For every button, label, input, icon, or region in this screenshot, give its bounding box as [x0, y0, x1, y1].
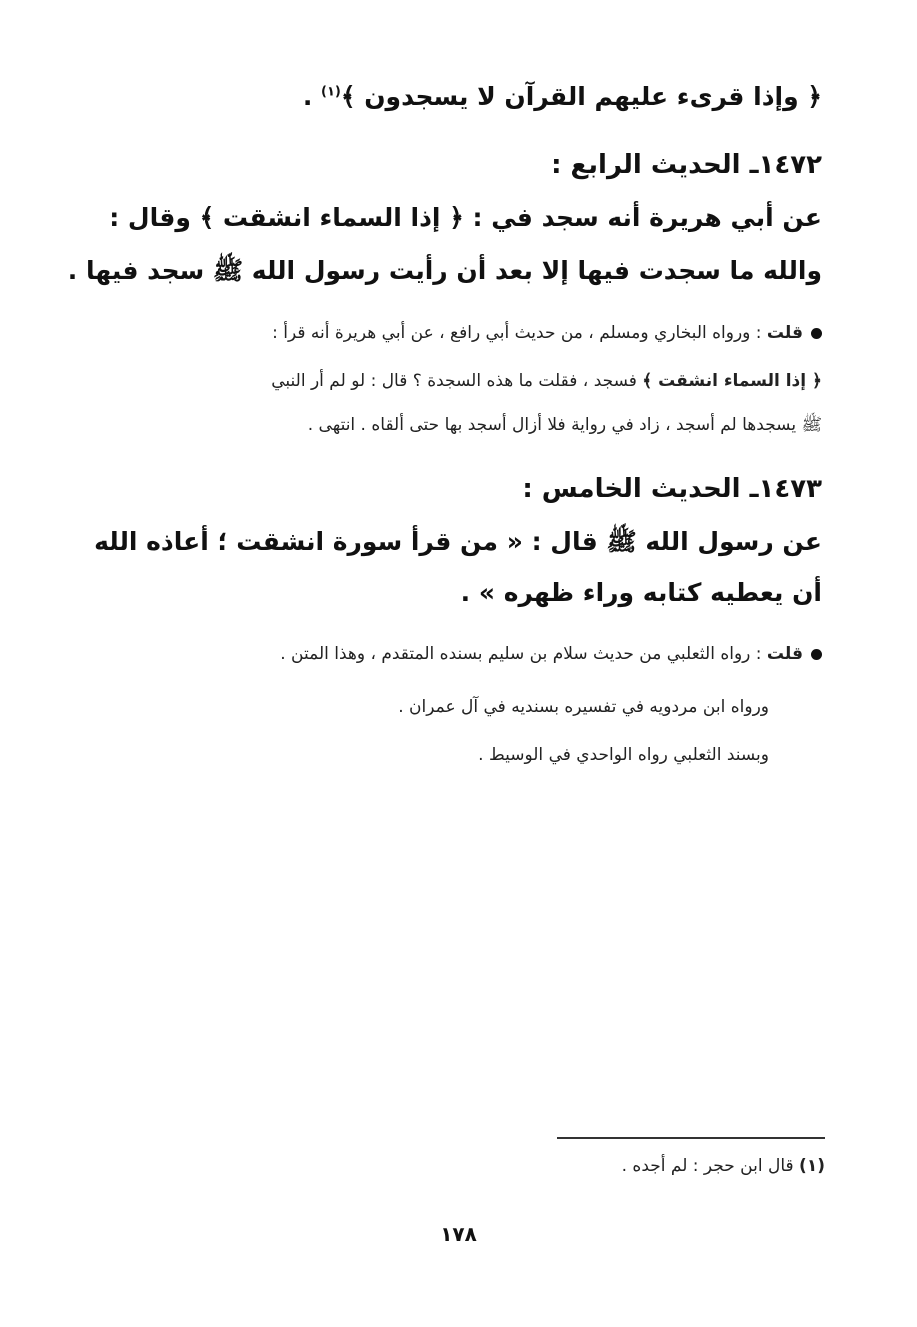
quote-end: . [302, 82, 322, 111]
note-label: قلت [766, 644, 803, 664]
note-1472-line2-text: فسجد ، فقلت ما هذه السجدة ؟ قال : لو لم أر النبي [271, 371, 637, 391]
hadith-1472-heading: ١٤٧٢ـ الحديث الرابع : [551, 150, 822, 180]
footnote [622, 1156, 825, 1176]
note-1472-line2-quote: ﴿ إذا السماء انشقت ﴾ [642, 371, 822, 391]
bullet-icon [811, 649, 822, 660]
hadith-1473-text-line1: عن رسول الله ﷺ قال : « من قرأ سورة انشقت ؛ أعاذه الله [94, 527, 822, 556]
note-1472-line1-text: : ورواه البخاري ومسلم ، من حديث أبي رافع ، عن أبي هريرة أنه قرأ : [272, 323, 762, 343]
note-1472-line1 [272, 323, 822, 343]
hadith-1472-text-line2: والله ما سجدت فيها إلا بعد أن رأيت رسول الله ﷺ سجد فيها . [67, 256, 822, 285]
hadith-1472-text-line1: عن أبي هريرة أنه سجد في : ﴿ إذا السماء انشقت ﴾ وقال : [109, 203, 822, 232]
footnote-reference: (١) [321, 84, 341, 100]
quran-quote-line [303, 82, 822, 111]
quran-quote-text: ﴿ وإذا قرىء عليهم القرآن لا يسجدون ﴾ [340, 82, 822, 111]
footnote-text: قال ابن حجر : لم أجده . [621, 1156, 794, 1176]
footnote-number: (١) [799, 1156, 825, 1176]
page-number: ١٧٨ [440, 1222, 477, 1246]
bullet-icon [811, 328, 822, 339]
hadith-1473-heading: ١٤٧٣ـ الحديث الخامس : [522, 474, 822, 504]
footnote-divider [557, 1137, 825, 1139]
note-1473-line1 [280, 644, 822, 664]
note-1473-line1-text: : رواه الثعلبي من حديث سلام بن سليم بسنده المتقدم ، وهذا المتن . [280, 644, 762, 664]
note-1472-line2 [271, 370, 822, 391]
note-1473-line3: وبسند الثعلبي رواه الواحدي في الوسيط . [478, 745, 769, 765]
note-1472-line3: ﷺ يسجدها لم أسجد ، زاد في رواية فلا أزال أسجد بها حتى ألقاه . انتهى . [307, 415, 822, 435]
note-1473-line2: ورواه ابن مردويه في تفسيره بسنديه في آل عمران . [398, 697, 769, 717]
note-label: قلت [766, 323, 803, 343]
hadith-1473-text-line2: أن يعطيه كتابه وراء ظهره » . [460, 578, 822, 607]
